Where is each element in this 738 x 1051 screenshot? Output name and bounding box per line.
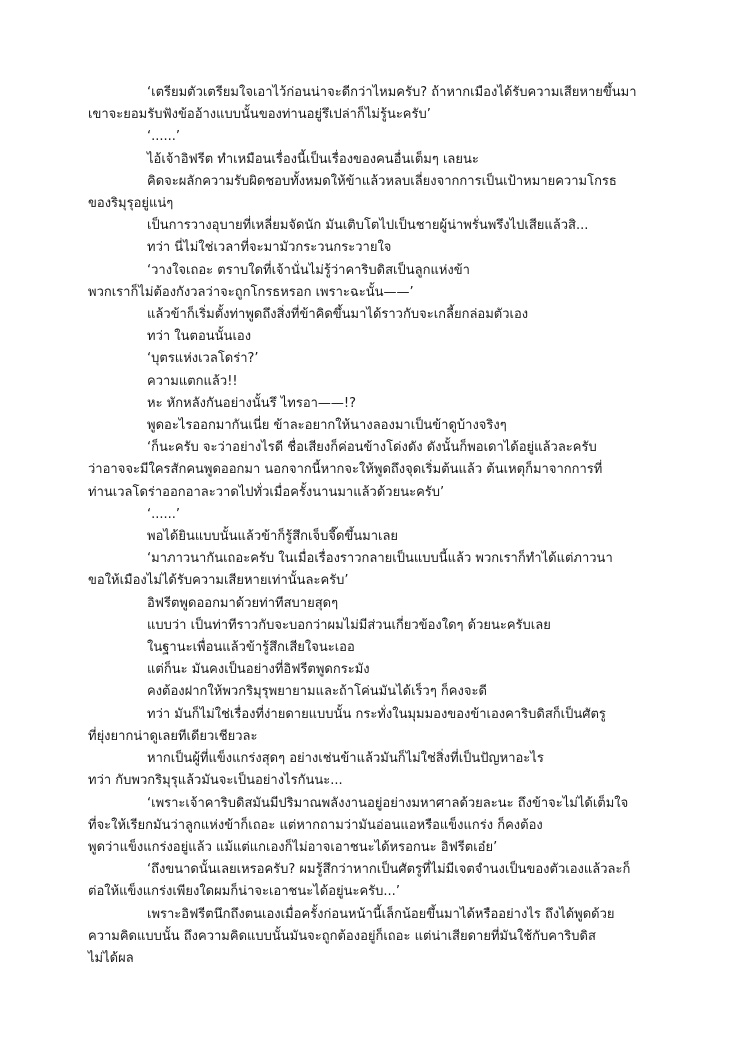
paragraph [88, 126, 654, 148]
text-line: พวกเราก็ไม่ต้องกังวลว่าจะถูกโกรธหรอก เพราะฉะนั้น——’ [88, 284, 414, 300]
text-line: เป็นการวางอุบายที่เหลี่ยมจัดนัก มันเติบโตไปเป็นชายผู้น่าพรั่นพรึงไปเสียแล้วสิ... [147, 218, 589, 234]
text-line: พูดว่าแข็งแกร่งอยู่แล้ว แม้แต่แกเองก็ไม่อาจเอาชนะได้หรอกนะ อิฟรีตเอ๋ย’ [88, 839, 498, 855]
text-line: ไม่ได้ผล [88, 950, 134, 966]
text-line: ‘ถึงขนาดนั้นเลยเหรอครับ? ผมรู้สึกว่าหากเป็นศัตรูที่ไม่มีเจตจำนงเป็นของตัวเองแล้วละก็ [147, 862, 631, 878]
text-line: ความแตกแล้ว!! [147, 373, 238, 389]
paragraph [88, 904, 654, 971]
text-line: ‘เตรียมตัวเตรียมใจเอาไว้ก่อนน่าจะดีกว่าไหมครับ? ถ้าหากเมืองได้รับความเสียหายขึ้นมา [147, 85, 637, 100]
paragraph [88, 260, 654, 304]
paragraph [88, 415, 654, 437]
paragraph [88, 793, 654, 860]
text-line: ‘......’ [147, 506, 181, 522]
paragraph [88, 548, 654, 592]
text-line: ในฐานะเพื่อนแล้วข้ารู้สึกเสียใจนะเออ [147, 640, 355, 656]
text-line: เพราะอิฟรีตนึกถึงตนเองเมื่อครั้งก่อนหน้านี้เล็กน้อยขึ้นมาได้หรืออย่างไร ถึงได้พูดด้วย [147, 906, 615, 922]
text-line: ทว่า มันก็ไม่ใช่เรื่องที่ง่ายดายแบบนั้น กระทั่งในมุมมองของข้าเองคาริบดิสก็เป็นศัตรู [147, 706, 606, 722]
text-line: ต่อให้แข็งแกร่งเพียงใดผมก็น่าจะเอาชนะได้อยู่นะครับ...’ [88, 884, 400, 900]
paragraph [88, 593, 654, 615]
paragraph [88, 659, 654, 681]
text-line: พอได้ยินแบบนั้นแล้วข้าก็รู้สึกเจ็บจี๊ดขึ้นมาเลย [147, 529, 399, 545]
paragraph [88, 371, 654, 393]
paragraph [88, 171, 654, 215]
text-line: ‘บุตรแห่งเวลโดร่า?’ [147, 351, 259, 367]
paragraph [88, 393, 654, 415]
text-line: ทว่า ในตอนนั้นเอง [147, 329, 252, 345]
text-line: ของริมุรุอยู่แน่ๆ [88, 196, 174, 212]
paragraph [88, 437, 654, 504]
text-line: ไอ้เจ้าอิฟรีต ทำเหมือนเรื่องนี้เป็นเรื่องของคนอื่นเต็มๆ เลยนะ [147, 151, 479, 167]
paragraph [88, 859, 654, 903]
paragraph [88, 704, 654, 748]
paragraph [88, 149, 654, 171]
text-line: แต่ก็นะ มันคงเป็นอย่างที่อิฟรีตพูดกระมัง [147, 662, 370, 678]
paragraph [88, 504, 654, 526]
paragraph [88, 637, 654, 659]
text-line: ‘มาภาวนากันเถอะครับ ในเมื่อเรื่องราวกลายเป็นแบบนี้แล้ว พวกเราก็ทำได้แต่ภาวนา [147, 551, 613, 567]
text-line: ‘เพราะเจ้าคาริบดิสมันมีปริมาณพลังงานอยู่อย่างมหาศาลด้วยละนะ ถึงข้าจะไม่ได้เต็มใจ [147, 795, 629, 811]
text-line: เขาจะยอมรับฟังข้ออ้างแบบนั้นของท่านอยู่รึเปล่าก็ไม่รู้นะครับ’ [88, 107, 431, 123]
text-line: คงต้องฝากให้พวกริมุรุพยายามและถ้าโค่นมันได้เร็วๆ ก็คงจะดี [147, 684, 487, 700]
text-line: หะ หักหลังกันอย่างนั้นรึ ไทรอา——!? [147, 395, 357, 411]
paragraph [88, 304, 654, 326]
paragraph [88, 348, 654, 370]
paragraph [88, 82, 654, 126]
text-line: พูดอะไรออกมากันเนี่ย ข้าละอยากให้นางลองมาเป็นข้าดูบ้างจริงๆ [147, 418, 507, 434]
text-line: ‘......’ [147, 129, 181, 145]
text-line: ทว่า กับพวกริมุรุแล้วมันจะเป็นอย่างไรกันนะ... [88, 773, 343, 789]
paragraph [88, 615, 654, 637]
text-line: อิฟรีตพูดออกมาด้วยท่าทีสบายสุดๆ [147, 595, 339, 611]
paragraph [88, 237, 654, 259]
text-line: ที่ยุ่งยากน่าดูเลยทีเดียวเชียวละ [88, 728, 258, 744]
text-line: ความคิดแบบนั้น ถึงความคิดแบบนั้นมันจะถูกต้องอยู่ก็เถอะ แต่น่าเสียดายที่มันใช้กับคาริบดิส [88, 928, 596, 944]
paragraph [88, 526, 654, 548]
text-line: ท่านเวลโดร่าออกอาละวาดไปทั่วเมื่อครั้งนานมาแล้วด้วยนะครับ’ [88, 484, 445, 500]
text-line: คิดจะผลักความรับผิดชอบทั้งหมดให้ข้าแล้วหลบเลี่ยงจากการเป็นเป้าหมายความโกรธ [147, 173, 617, 189]
text-line: แบบว่า เป็นท่าทีราวกับจะบอกว่าผมไม่มีส่วนเกี่ยวข้องใดๆ ด้วยนะครับเลย [147, 617, 551, 633]
text-line: หากเป็นผู้ที่แข็งแกร่งสุดๆ อย่างเช่นข้าแล้วมันก็ไม่ใช่สิ่งที่เป็นปัญหาอะไร [147, 751, 544, 767]
text-line: ทว่า นี่ไม่ใช่เวลาที่จะมามัวกระวนกระวายใจ [147, 240, 392, 256]
paragraph [88, 215, 654, 237]
paragraph [88, 681, 654, 703]
paragraph [88, 748, 654, 792]
text-line: ‘วางใจเถอะ ตราบใดที่เจ้านั่นไม่รู้ว่าคาริบดิสเป็นลูกแห่งข้า [147, 262, 470, 278]
body-text [88, 82, 654, 970]
text-line: แล้วข้าก็เริ่มตั้งท่าพูดถึงสิ่งที่ข้าคิดขึ้นมาได้ราวกับจะเกลี้ยกล่อมตัวเอง [147, 307, 529, 323]
paragraph [88, 326, 654, 348]
text-line: ‘ก็นะครับ จะว่าอย่างไรดี ชื่อเสียงก็ค่อนข้างโด่งดัง ดังนั้นก็พอเดาได้อยู่แล้วละครับ [147, 440, 597, 456]
text-line: ขอให้เมืองไม่ได้รับความเสียหายเท่านั้นละครับ’ [88, 573, 349, 589]
text-line: ที่จะให้เรียกมันว่าลูกแห่งข้าก็เถอะ แต่หากถามว่ามันอ่อนแอหรือแข็งแกร่ง ก็คงต้อง [88, 817, 543, 833]
text-line: ว่าอาจจะมีใครสักคนพูดออกมา นอกจากนี้หากจะให้พูดถึงจุดเริ่มต้นแล้ว ต้นเหตุก็มาจากการที่ [88, 462, 603, 478]
